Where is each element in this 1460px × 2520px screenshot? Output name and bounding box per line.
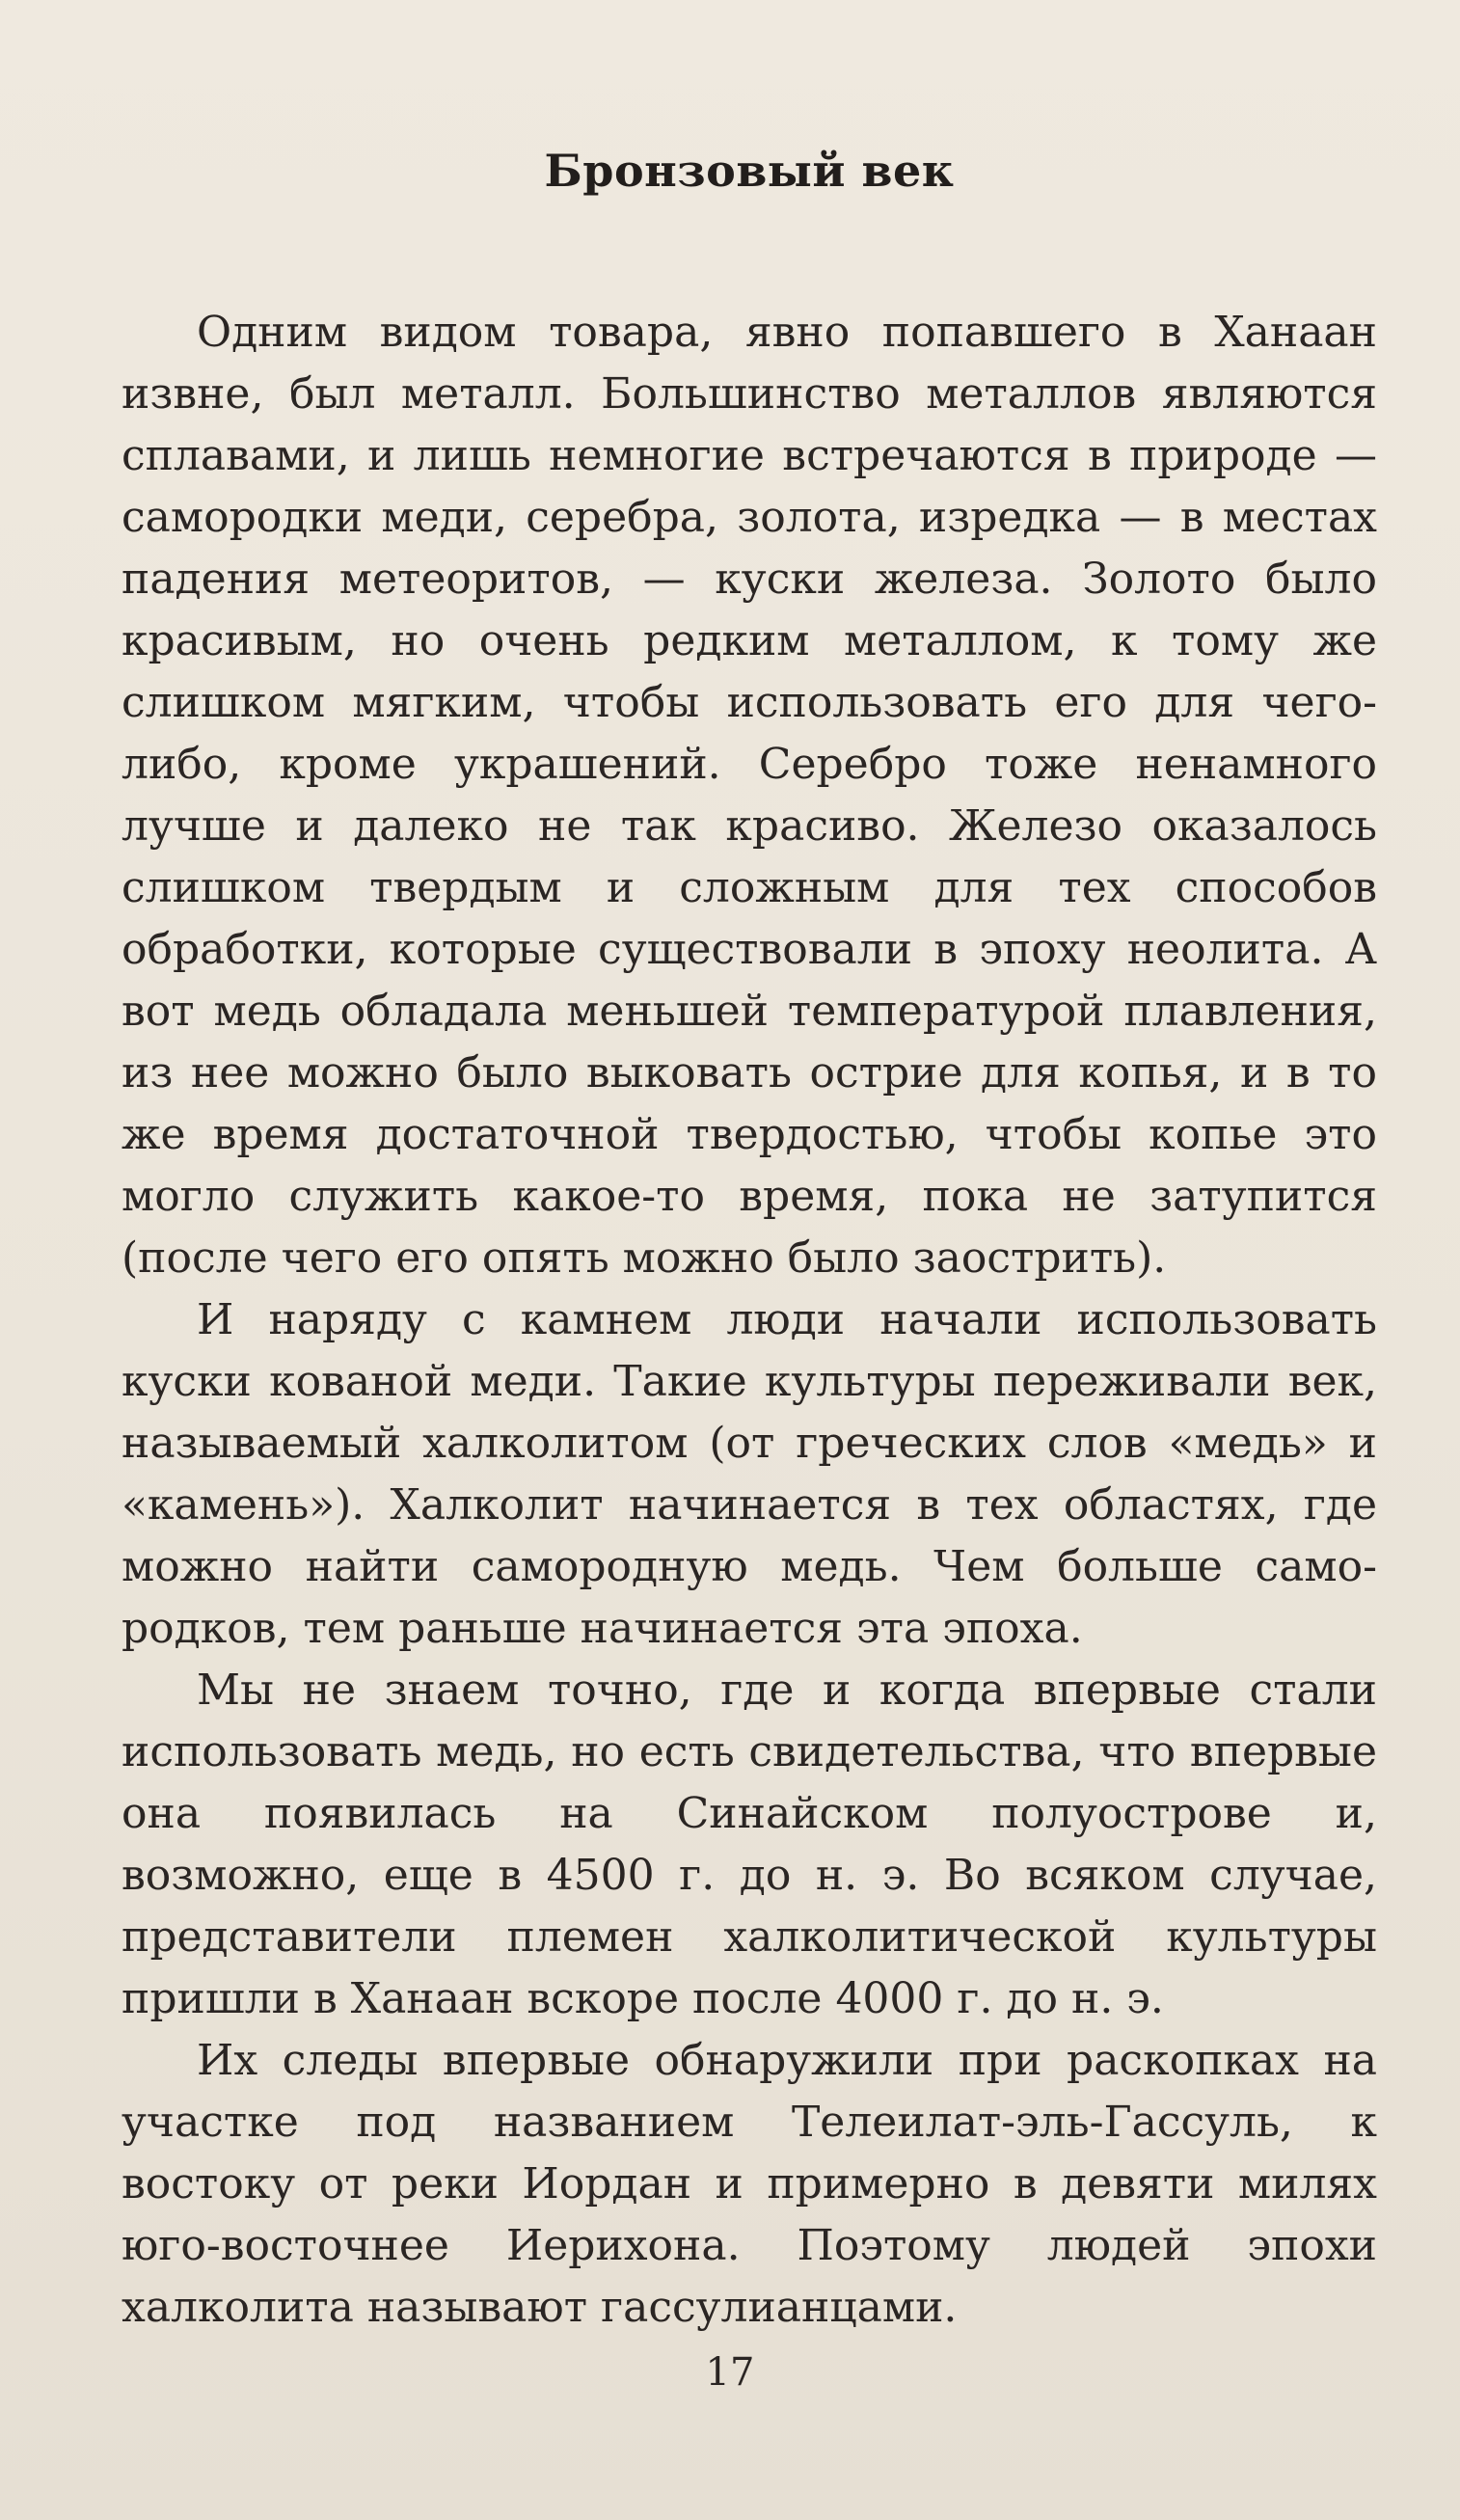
- paragraph: Мы не знаем точно, где и когда впервые стали использовать медь, но есть свидетельства, что впервые она появилась на Синайском полуострове и, возможно, еще в 4500 г. до н. э. Во всяком случае, представители племен халколитической культуры пришли в Ханаан вскоре после 4000 г. до н. э.: [122, 1666, 1377, 2024]
- chapter-title: Бронзовый век: [544, 145, 955, 197]
- paragraph: Одним видом товара, явно попавшего в Ханаан извне, был металл. Большинство металлов являются сплавами, и лишь немногие встречаются в природе — самородки меди, серебра, золота, изредка — в местах падения метеоритов, — куски железа. Золото было красивым, но очень редким металлом, к тому же слишком мягким, чтобы использовать его для чего-либо, кроме украшений. Серебро тоже ненамного лучше и далеко не так красиво. Железо оказалось слишком твердым и сложным для тех способов обработки, которые существовали в эпоху неолита. А вот медь обладала меньшей температурой плавления, из нее можно было выковать острие для копья, и в то же время достаточной твердостью, чтобы копье это могло служить какое-то время, пока не затупится (после чего его опять можно было заострить).: [122, 308, 1377, 1284]
- paragraph: И наряду с камнем люди начали использовать куски кованой меди. Такие культуры переживали век, называемый халколитом (от греческих слов «медь» и «камень»). Халколит начинается в тех областях, где можно найти самородную медь. Чем больше самородков, тем раньше начинается эта эпоха.: [122, 1295, 1377, 1654]
- paragraph: Их следы впервые обнаружили при раскопках на участке под названием Телеилат-эль-Гассуль, к востоку от реки Иордан и примерно в девяти милях юго-восточнее Иерихона. Поэтому людей эпохи халколита называют гассулианцами.: [122, 2036, 1377, 2333]
- page-number: 17: [705, 2350, 755, 2395]
- body-text: [122, 302, 1377, 2339]
